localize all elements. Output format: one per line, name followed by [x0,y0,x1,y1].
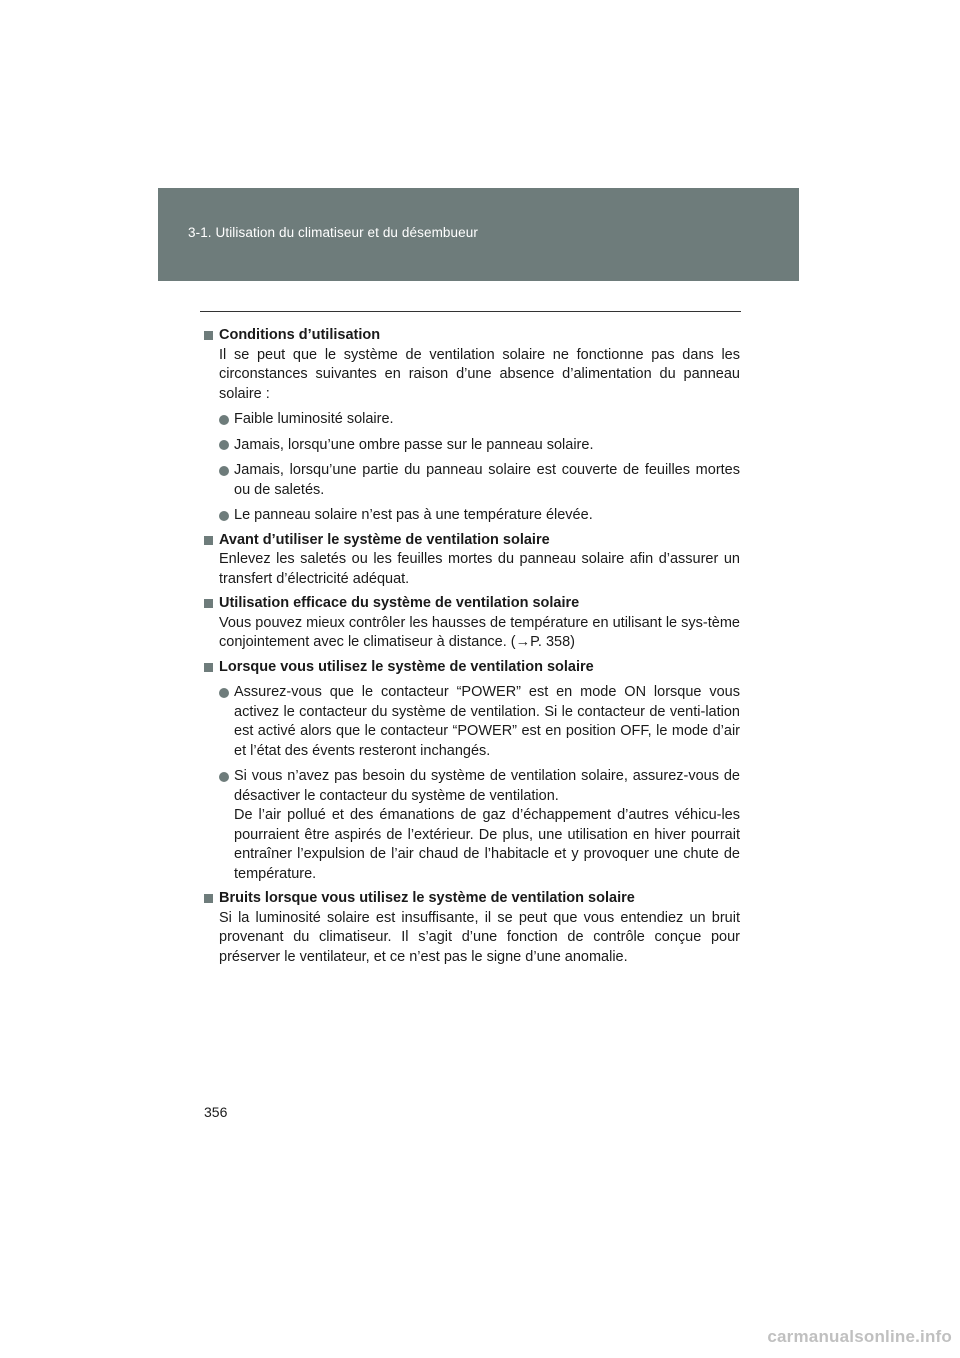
section-heading-text: Lorsque vous utilisez le système de ventilation solaire [219,658,594,675]
section-heading [204,531,740,551]
bullet-text [234,683,740,761]
circle-bullet-icon [219,415,229,425]
bullet-item [204,436,740,456]
section-heading-text: Bruits lorsque vous utilisez le système de ventilation solaire [219,890,635,906]
circle-bullet-icon [219,772,229,782]
watermark: carmanualsonline.info [767,1327,952,1346]
bullet-line: Le panneau solaire n’est pas à une température élevée. [234,507,593,523]
bullet-line: Faible luminosité solaire. [234,411,394,427]
bullet-line: Jamais, lorsqu’une partie du panneau solaire est couverte de feuilles mortes ou de saletés. [234,462,740,498]
bullet-item [204,506,740,526]
square-bullet-icon [204,599,213,608]
section-heading [204,326,740,346]
section-heading-text: Utilisation efficace du système de ventilation solaire [219,595,580,611]
bullet-text [234,436,740,456]
section-heading [204,889,740,909]
page-number: 356 [204,1104,228,1120]
circle-bullet-icon [219,466,229,476]
square-bullet-icon [204,331,213,340]
section-heading-text: Conditions d’utilisation [219,327,381,343]
bullet-item [204,410,740,430]
bullet-text [234,506,740,526]
bullet-text [234,410,740,430]
divider [200,311,741,312]
bullet-line: De l’air pollué et des émanations de gaz d’échappement d’autres véhicu-les pourraient être aspirés de l’extérieur. De plus, une utilisation en hiver pourrait entraîner l’expulsion de l’air chaud de l’habitacle et y provoquer une chute de température. [234,807,740,882]
page-body [204,326,740,972]
chapter-header [158,188,799,281]
section [204,326,740,526]
circle-bullet-icon [219,440,229,450]
bullet-item [204,461,740,500]
circle-bullet-icon [219,511,229,521]
circle-bullet-icon [219,688,229,698]
paragraph: Il se peut que le système de ventilation solaire ne fonctionne pas dans les circonstances suivantes en raison d’une absence d’alimentation du panneau solaire : [219,346,740,402]
square-bullet-icon [204,894,213,903]
section [204,889,740,967]
chapter-title: 3-1. Utilisation du climatiseur et du désembueur [188,225,478,240]
paragraph: Si la luminosité solaire est insuffisante, il se peut que vous entendiez un bruit provenant du climatiseur. Il s’agit d’une fonction de contrôle conçue pour préserver le ventilateur, et ce n’est pas le signe d’une anomalie. [219,909,740,965]
bullet-item [204,683,740,761]
bullet-line: Assurez-vous que le contacteur “POWER” est en mode ON lorsque vous activez le contacteur du système de ventilation. Si le contacteur de venti-lation est activé alors que le contacteur “POWER” est en position OFF, le mode d’air et l’état des évents resteront inchangés. [234,684,740,759]
bullet-text [234,461,740,500]
bullet-line: Jamais, lorsqu’une ombre passe sur le panneau solaire. [234,436,594,453]
paragraph: Enlevez les saletés ou les feuilles mortes du panneau solaire afin d’assurer un transfert d’électricité adéquat. [219,551,740,587]
paragraph: Vous pouvez mieux contrôler les hausses de température en utilisant le sys-tème conjointement avec le climatiseur à distance. (→P. 358) [219,614,740,650]
section-heading [204,658,740,678]
section-heading [204,594,740,614]
section [204,531,740,590]
bullet-item [204,767,740,884]
square-bullet-icon [204,536,213,545]
section-heading-text: Avant d’utiliser le système de ventilation solaire [219,531,550,548]
bullet-line: Si vous n’avez pas besoin du système de ventilation solaire, assurez-vous de désactiver le contacteur du système de ventilation. [234,768,740,804]
bullet-text [234,767,740,884]
section [204,594,740,653]
square-bullet-icon [204,663,213,672]
section [204,658,740,885]
